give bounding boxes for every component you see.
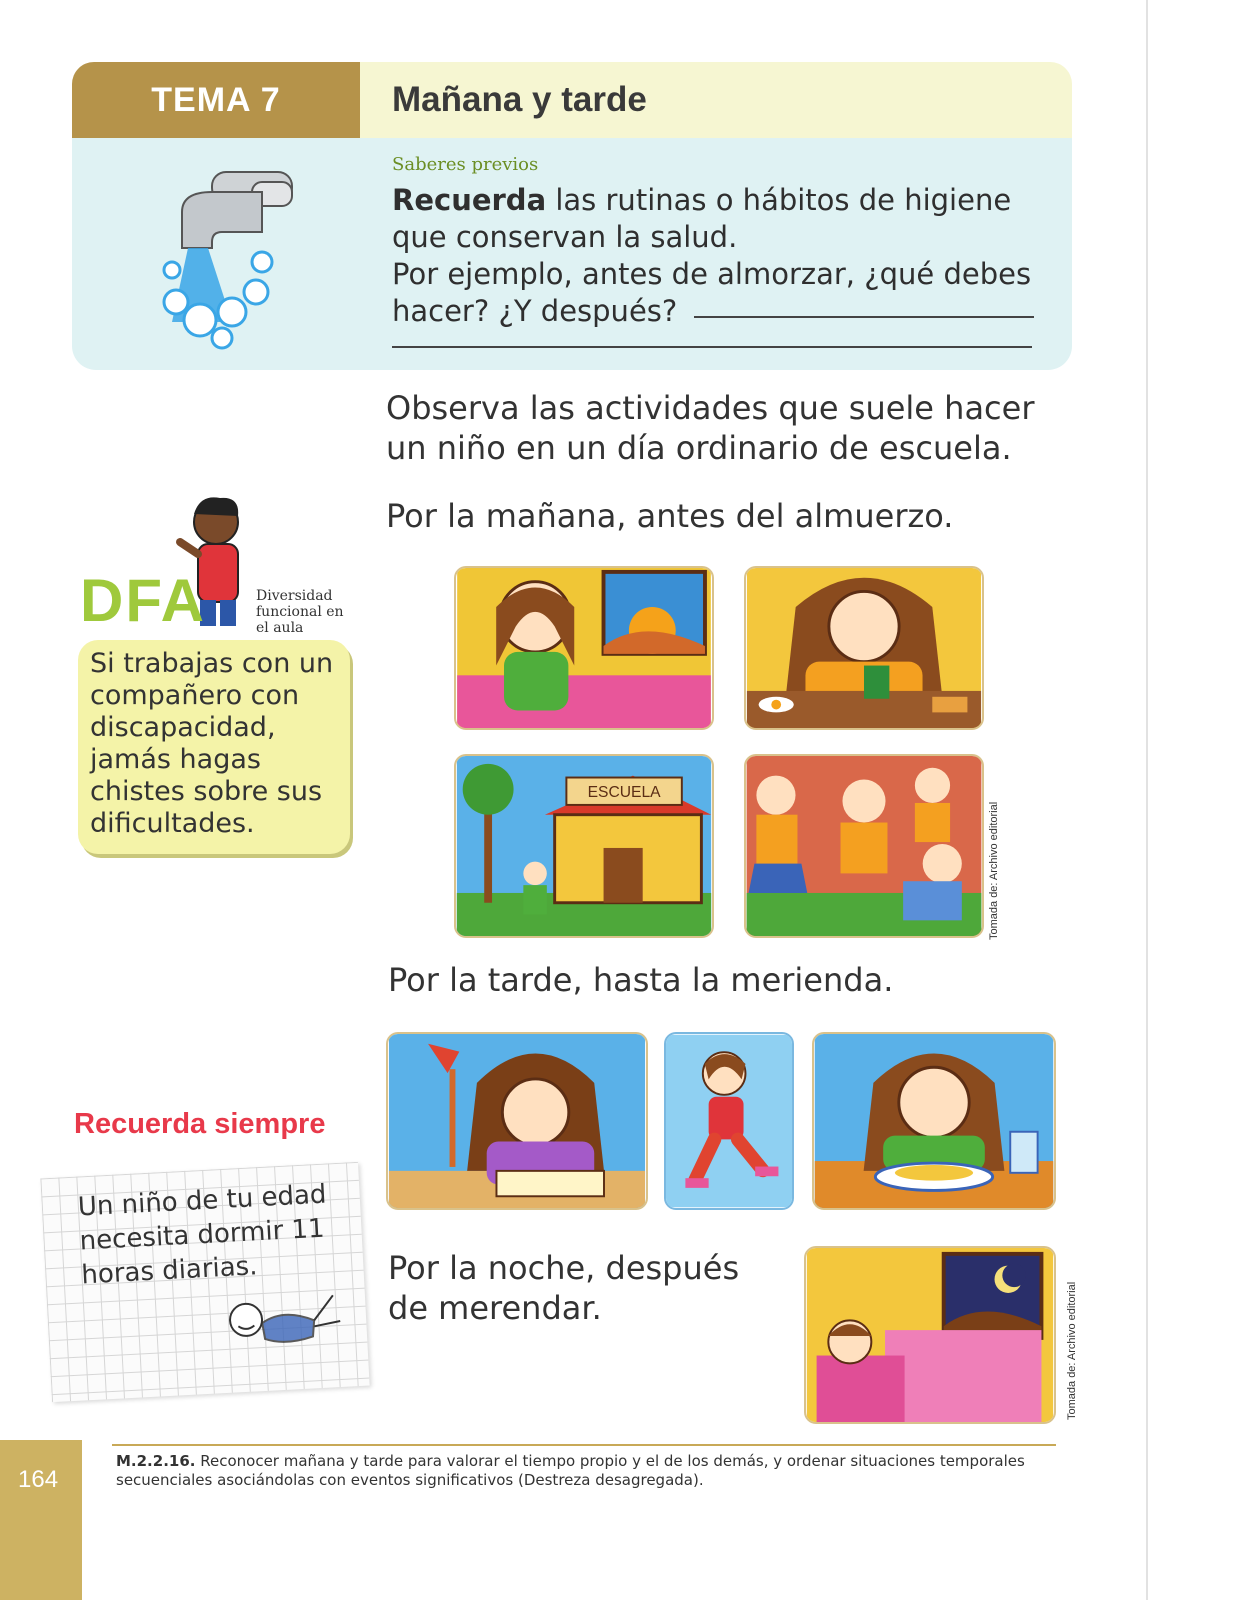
prior-knowledge-box: [72, 138, 1072, 370]
prior-knowledge-rest: las rutinas o hábitos de higiene que conservan la salud.: [392, 183, 1012, 254]
illustration-breakfast: [744, 566, 984, 730]
illustration-recess: [744, 754, 984, 938]
wake-up-scene-icon: [456, 568, 712, 728]
page-number: 164: [0, 1440, 82, 1600]
snack-scene-icon: [814, 1034, 1054, 1208]
recess-scene-icon: [746, 756, 982, 936]
homework-scene-icon: [388, 1034, 646, 1208]
remember-note-text: Un niño de tu edad necesita dormir 11 horas diarias.: [77, 1179, 328, 1291]
afternoon-heading: Por la tarde, hasta la merienda.: [388, 961, 894, 999]
illustration-wake-up: [454, 566, 714, 730]
answer-line-1[interactable]: [694, 316, 1034, 318]
photo-credit-1: Tomada de: Archivo editorial: [988, 801, 1000, 940]
school-scene-icon: [456, 756, 712, 936]
footer-divider: [112, 1444, 1056, 1446]
dfa-subtitle: Diversidad funcional en el aula: [256, 588, 344, 636]
playing-scene-icon: [666, 1034, 792, 1208]
illustration-homework: [386, 1032, 648, 1210]
morning-heading: Por la mañana, antes del almuerzo.: [386, 497, 954, 535]
sleeping-scene-icon: [806, 1248, 1054, 1422]
dfa-logo: DFA: [80, 567, 206, 634]
night-heading: Por la noche, después de merendar.: [388, 1249, 740, 1327]
skill-description: [116, 1452, 1046, 1490]
school-sign: ESCUELA: [587, 784, 661, 802]
remember-note: [40, 1162, 369, 1402]
prior-knowledge-question: Por ejemplo, antes de almorzar, ¿qué debes hacer? ¿Y después?: [392, 257, 1032, 328]
skill-code: M.2.2.16.: [116, 1452, 196, 1470]
prior-knowledge-lead: Recuerda: [392, 183, 547, 217]
topic-header: [72, 62, 1072, 138]
illustration-sleeping: [804, 1246, 1056, 1424]
skill-text: Reconocer mañana y tarde para valorar el tiempo propio y el de los demás, y ordenar situaciones temporales secuenciales asociándolas con eventos significativos (Destreza desagregada).: [116, 1452, 1025, 1489]
answer-line-2[interactable]: [392, 346, 1032, 348]
topic-number: TEMA 7: [72, 62, 360, 138]
observe-instruction: Observa las actividades que suele hacer un niño en un día ordinario de escuela.: [386, 389, 1035, 467]
page-edge: [1146, 0, 1148, 1600]
illustration-snack: [812, 1032, 1056, 1210]
dfa-tip: Si trabajas con un compañero con discapacidad, jamás hagas chistes sobre sus dificultades.: [78, 640, 350, 854]
sleeping-kid-icon: [223, 1285, 346, 1361]
illustration-playing: [664, 1032, 794, 1210]
remember-always-title: Recuerda siempre: [74, 1108, 326, 1140]
photo-credit-2: Tomada de: Archivo editorial: [1066, 1281, 1078, 1420]
illustration-school: [454, 754, 714, 938]
prior-knowledge-label: Saberes previos: [392, 154, 539, 175]
topic-title: Mañana y tarde: [360, 62, 1072, 138]
prior-knowledge-text: [392, 182, 1052, 330]
breakfast-scene-icon: [746, 568, 982, 728]
faucet-icon: [152, 152, 312, 352]
